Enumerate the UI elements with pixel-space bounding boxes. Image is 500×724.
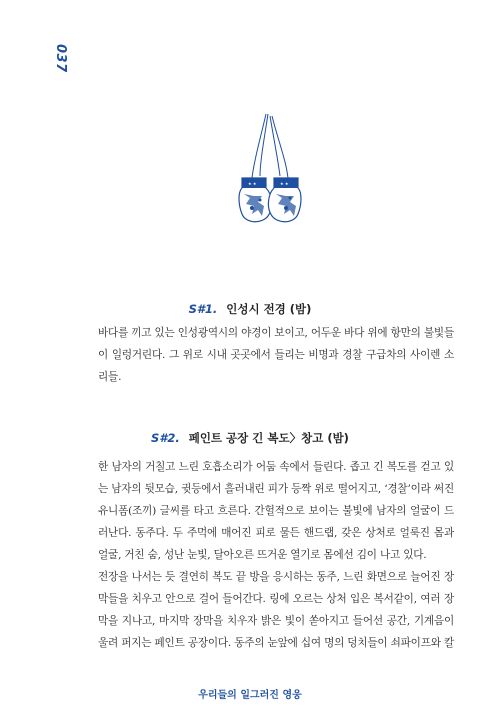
text-line: 이 일렁거린다. 그 위로 시내 곳곳에서 들리는 비명과 경찰 구급차의 사이렌 소: [98, 349, 454, 361]
text-line: 바다를 끼고 있는 인성광역시의 야경이 보이고, 어두운 바다 위에 항만의 불빛들: [98, 327, 454, 339]
scene-number: S#1.: [188, 302, 218, 316]
book-title-footer: 우리들의 일그러진 영웅: [198, 690, 302, 701]
text-line: 리들.: [98, 371, 122, 383]
scene-number: S#2.: [151, 431, 180, 445]
scene-description: [98, 322, 454, 388]
text-line: 막을 지나고, 마지막 장막을 치우자 밝은 빛이 쏟아지고 들어선 공간, 기계음이: [98, 615, 454, 627]
scene-title: 인성시 전경 (밤): [226, 302, 312, 316]
text-line: 한 남자의 거칠고 느린 호흡소리가 어둠 속에서 들린다. 좁고 긴 복도를 걷고 있: [98, 461, 454, 473]
boxing-gloves-icon: [230, 110, 310, 230]
scene-title: 페인트 공장 긴 복도〉창고 (밤): [188, 431, 349, 445]
scene-heading: [0, 430, 500, 446]
page-number: 037: [53, 44, 68, 73]
text-line: 막들을 치우고 안으로 걸어 들어간다. 링에 오르는 상처 입은 복서같이, 여러 장: [98, 593, 454, 605]
text-line: 울려 퍼지는 페인트 공장이다. 동주의 눈앞에 십여 명의 덩치들이 쇠파이프와 칼: [98, 637, 454, 649]
text-line: 는 남자의 뒷모습, 귓등에서 흘러내린 피가 등짝 위로 떨어지고, ‘경찰’이라 써진: [98, 483, 454, 495]
svg-text:★ ★: ★ ★: [248, 181, 257, 186]
scene-description: [98, 456, 454, 654]
svg-text:★ ★: ★ ★: [280, 181, 289, 186]
scene-heading: [0, 301, 500, 317]
text-line: 러난다. 동주다. 두 주먹에 매어진 피로 물든 핸드랩, 갖은 상처로 얼룩진 몸과: [98, 527, 454, 539]
text-line: 얼굴, 거친 숨, 성난 눈빛, 달아오른 뜨거운 열기로 몸에선 김이 나고 있다.: [98, 549, 427, 561]
text-line: 전장을 나서는 듯 결연히 복도 끝 방을 응시하는 동주, 느린 화면으로 늘어진 장: [98, 571, 454, 583]
text-line: 유니폼(조끼) 글씨를 타고 흐른다. 간헐적으로 보이는 불빛에 남자의 얼굴이 드: [98, 505, 454, 517]
